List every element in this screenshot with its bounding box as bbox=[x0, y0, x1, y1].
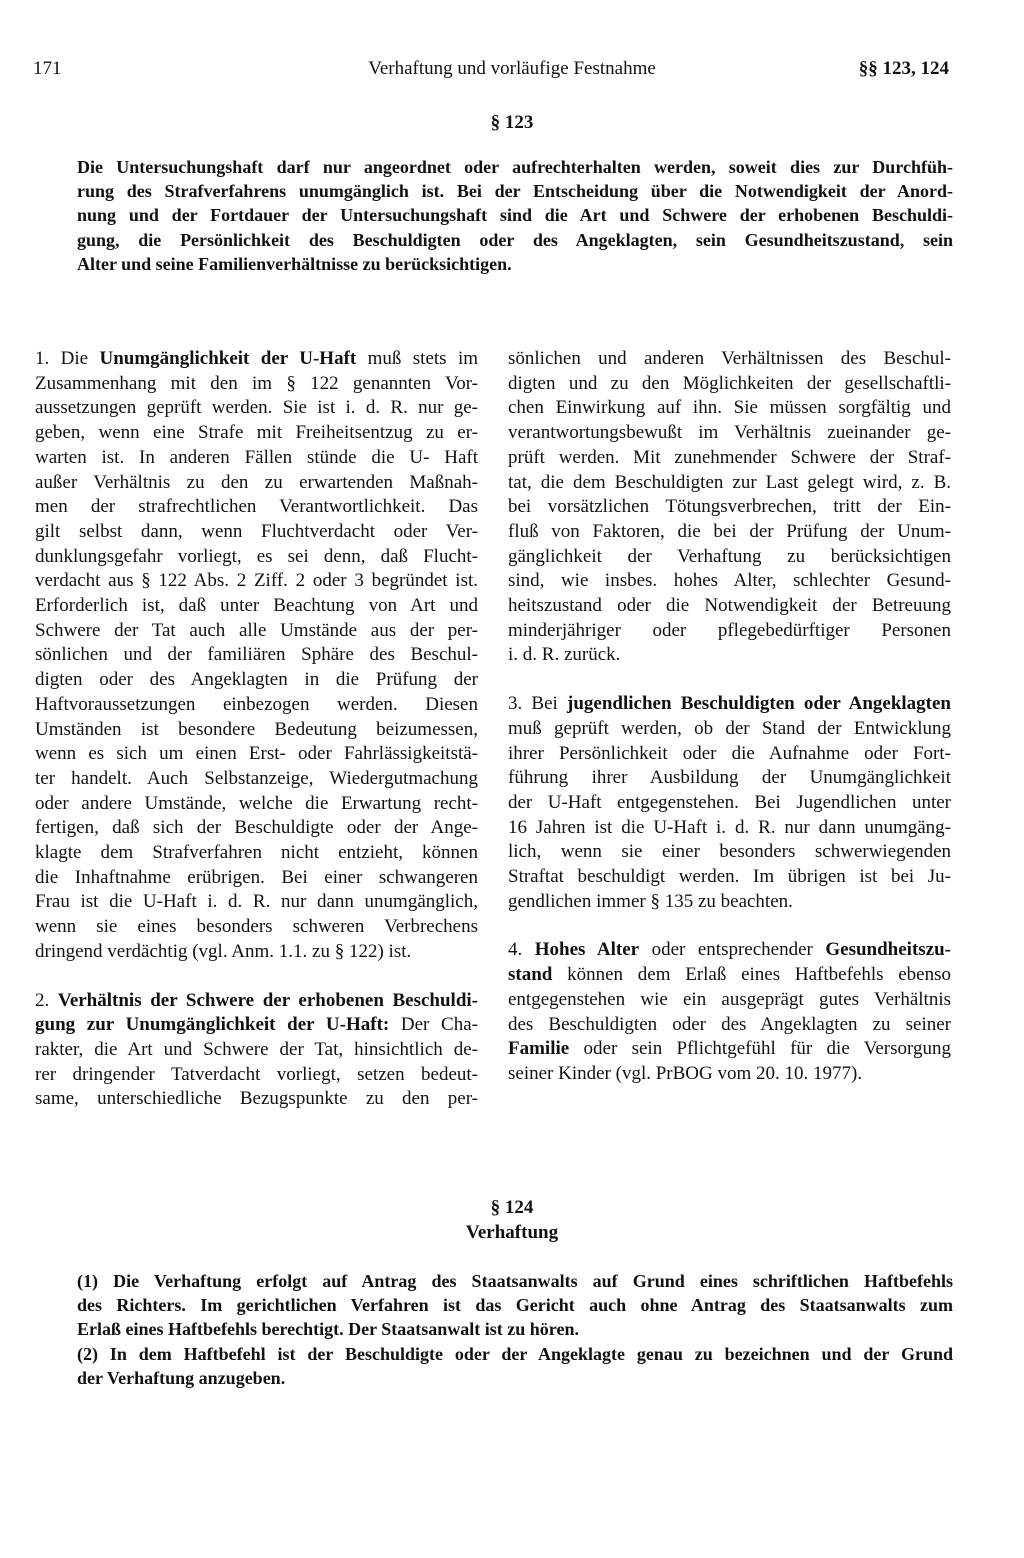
text-line: dringend verdächtig (vgl. Anm. 1.1. zu § 122) ist. bbox=[35, 940, 412, 962]
note-4-keyword: stand bbox=[508, 964, 553, 986]
text-line: muß geprüft werden, ob der Stand der Entwicklung bbox=[508, 717, 951, 739]
note-4-first-line: 4. Hohes Alter oder entsprechender Gesundheitszu- bbox=[508, 939, 951, 961]
text-line: ter handelt. Auch Selbstanzeige, Wiedergutmachung bbox=[35, 767, 478, 789]
text-line: Schwere der Tat auch alle Umstände aus der per- bbox=[35, 619, 478, 641]
text-line: digten und zu den Möglichkeiten der gesellschaftli- bbox=[508, 372, 951, 394]
note-2-second-line: gung zur Unumgänglichkeit der U-Haft: Der Cha- bbox=[35, 1014, 478, 1036]
text-line: führung ihrer Ausbildung der Unumgänglichkeit bbox=[508, 767, 951, 789]
section-124-title: Verhaftung bbox=[465, 1222, 559, 1243]
paragraph-gap bbox=[508, 668, 951, 692]
text-line: die Inhaftnahme erübrigen. Bei einer schwangeren bbox=[35, 866, 478, 888]
section-124-heading: § 124 bbox=[490, 1197, 534, 1218]
text-line: wenn es sich um einen Erst- oder Fahrlässigkeitstä- bbox=[35, 743, 478, 765]
note-1-first-line: 1. Die Unumgänglichkeit der U-Haft muß stets im bbox=[35, 348, 479, 369]
text-line: gilt selbst dann, wenn Fluchtverdacht oder Ver- bbox=[35, 520, 478, 542]
text-line: Frau ist die U-Haft i. d. R. nur dann unumgänglich, bbox=[35, 891, 478, 913]
text-line: 16 Jahren ist die U-Haft i. d. R. nur dann unumgäng- bbox=[508, 816, 951, 838]
text-line: heitszustand oder die Notwendigkeit der Betreuung bbox=[508, 595, 951, 617]
note-4-keyword: Gesundheitszu- bbox=[825, 939, 951, 961]
paragraph-gap bbox=[508, 914, 951, 938]
text-line: Erforderlich ist, daß unter Beachtung von Art und bbox=[35, 595, 478, 617]
statute-line: (1) Die Verhaftung erfolgt auf Antrag des Staatsanwalts auf Grund eines schriftlichen Haftbefehls bbox=[77, 1271, 953, 1291]
text-line: fluß von Faktoren, die bei der Prüfung der Unum- bbox=[508, 520, 951, 542]
note-2-first-line: 2. Verhältnis der Schwere der erhobenen Beschuldi- bbox=[35, 989, 478, 1011]
text-line: fertigen, daß sich der Beschuldigte oder der Ange- bbox=[35, 817, 478, 839]
text-line: seiner Kinder (vgl. PrBOG vom 20. 10. 1977). bbox=[508, 1062, 863, 1084]
text-line: bei vorsätzlichen Tötungsverbrechen, tritt der Ein- bbox=[508, 496, 951, 518]
statute-line: Alter und seine Familienverhältnisse zu berücksichtigen. bbox=[77, 253, 512, 274]
section-124-text bbox=[77, 1269, 953, 1390]
running-title: Verhaftung und vorläufige Festnahme bbox=[368, 58, 656, 79]
text-line: sönlichen und anderen Verhältnissen des Beschul- bbox=[508, 348, 951, 369]
text-line: prüft werden. Mit zunehmender Schwere der Straf- bbox=[508, 446, 951, 468]
statute-line: des Richters. Im gerichtlichen Verfahren ist das Gericht auch ohne Antrag des Staatsanwalts zum bbox=[77, 1295, 953, 1316]
text-line: gendlichen immer § 135 zu beachten. bbox=[508, 890, 793, 912]
text-line: verantwortungsbewußt im Verhältnis zueinander ge- bbox=[508, 422, 951, 444]
statute-line: Erlaß eines Haftbefehls berechtigt. Der Staatsanwalt ist zu hören. bbox=[77, 1319, 579, 1340]
text-line: des Beschuldigten oder des Angeklagten zu seiner bbox=[508, 1013, 951, 1035]
text-line: same, unterschiedliche Bezugspunkte zu den per- bbox=[35, 1088, 478, 1110]
text-line: Zusammenhang mit den im § 122 genannten Vor- bbox=[35, 372, 478, 394]
text-line: klagte dem Strafverfahren nicht entzieht, können bbox=[35, 842, 478, 864]
note-4-keyword: Familie bbox=[508, 1038, 570, 1060]
text-line: chen Einwirkung auf ihn. Sie müssen sorgfältig und bbox=[508, 397, 951, 419]
text-line: oder andere Umstände, welche die Erwartung recht- bbox=[35, 792, 478, 814]
text-line: der U-Haft entgegenstehen. Bei Jugendlichen unter bbox=[508, 791, 951, 813]
text-line: ihrer Persönlichkeit oder die Aufnahme oder Fort- bbox=[508, 742, 951, 764]
text-line: i. d. R. zurück. bbox=[508, 644, 621, 666]
text-line: wenn sie eines besonders schweren Verbrechens bbox=[35, 916, 478, 938]
text-line: lich, wenn sie einer besonders schwerwiegenden bbox=[508, 841, 951, 863]
statute-line: (2) In dem Haftbefehl ist der Beschuldigte oder der Angeklagte genau zu bezeichnen und der Grund bbox=[77, 1343, 953, 1364]
statute-line: nung und der Fortdauer der Untersuchungshaft sind die Art und Schwere der erhobenen Beschuldi- bbox=[77, 205, 953, 226]
text-line: minderjähriger oder pflegebedürftiger Personen bbox=[508, 619, 951, 641]
text-line: men der strafrechtlichen Verantwortlichkeit. Das bbox=[35, 496, 478, 518]
text-line: sind, wie insbes. hohes Alter, schlechter Gesund- bbox=[508, 570, 951, 592]
statute-line: gung, die Persönlichkeit des Beschuldigten oder des Angeklagten, sein Gesundheitszustand, sein bbox=[77, 229, 953, 250]
text-line: rer dringender Tatverdacht vorliegt, setzen bedeut- bbox=[35, 1063, 478, 1085]
statute-line: rung des Strafverfahrens unumgänglich ist. Bei der Entscheidung über die Notwendigkeit der Anord- bbox=[77, 181, 953, 202]
section-123-text bbox=[77, 155, 953, 276]
note-1-keyword: Unumgänglichkeit der U-Haft bbox=[99, 348, 357, 369]
text-line: dunklungsgefahr vorliegt, es sei denn, daß Flucht- bbox=[35, 545, 478, 567]
note-3-first-line: 3. Bei jugendlichen Beschuldigten oder Angeklagten bbox=[508, 693, 951, 715]
text-line: digten oder des Angeklagten in die Prüfung der bbox=[35, 669, 478, 691]
text-line: entgegenstehen wie ein ausgeprägt gutes Verhältnis bbox=[508, 988, 951, 1010]
note-2-keyword: gung zur Unumgänglichkeit der U-Haft: bbox=[35, 1014, 390, 1036]
note-3-keyword: jugendlichen Beschuldigten oder Angeklagten bbox=[567, 693, 951, 715]
statute-line: Die Untersuchungshaft darf nur angeordnet oder aufrechterhalten werden, soweit dies zur Durchfüh- bbox=[77, 157, 953, 177]
note-4-keyword: Hohes Alter bbox=[534, 939, 640, 961]
text-line: außer Verhältnis zu den zu erwartenden Maßnah- bbox=[35, 471, 478, 493]
text-line: Haftvoraussetzungen einbezogen werden. Diesen bbox=[35, 693, 478, 715]
text-line: verdacht aus § 122 Abs. 2 Ziff. 2 oder 3 begründet ist. bbox=[35, 570, 478, 592]
note-4-fifth-line: Familie oder sein Pflichtgefühl für die Versorgung bbox=[508, 1038, 951, 1060]
page-number: 171 bbox=[33, 58, 62, 79]
text-line: aussetzungen geprüft werden. Sie ist i. d. R. nur ge- bbox=[35, 397, 478, 419]
section-reference: §§ 123, 124 bbox=[858, 58, 949, 79]
text-line: tat, die dem Beschuldigten zur Last gelegt wird, z. B. bbox=[508, 471, 951, 493]
text-line: warten ist. In anderen Fällen stünde die U- Haft bbox=[35, 446, 478, 468]
text-line: sönlichen und der familiären Sphäre des Beschul- bbox=[35, 644, 478, 666]
section-123-heading: § 123 bbox=[490, 112, 534, 133]
commentary-right-column bbox=[508, 347, 951, 1087]
text-line: gänglichkeit der Verhaftung zu berücksichtigen bbox=[508, 545, 951, 567]
text-line: geben, wenn eine Strafe mit Freiheitsentzug zu er- bbox=[35, 422, 478, 444]
commentary-left-column bbox=[35, 347, 478, 1112]
note-4-second-line: stand können dem Erlaß eines Haftbefehls ebenso bbox=[508, 964, 951, 986]
text-line: Straftat beschuldigt werden. Im übrigen ist bei Ju- bbox=[508, 866, 951, 888]
text-line: rakter, die Art und Schwere der Tat, hinsichtlich de- bbox=[35, 1038, 478, 1060]
note-2-keyword: Verhältnis der Schwere der erhobenen Beschuldi- bbox=[57, 989, 478, 1011]
statute-line: der Verhaftung anzugeben. bbox=[77, 1367, 286, 1388]
paragraph-gap bbox=[35, 965, 478, 989]
text-line: Umständen ist besondere Bedeutung beizumessen, bbox=[35, 718, 478, 740]
